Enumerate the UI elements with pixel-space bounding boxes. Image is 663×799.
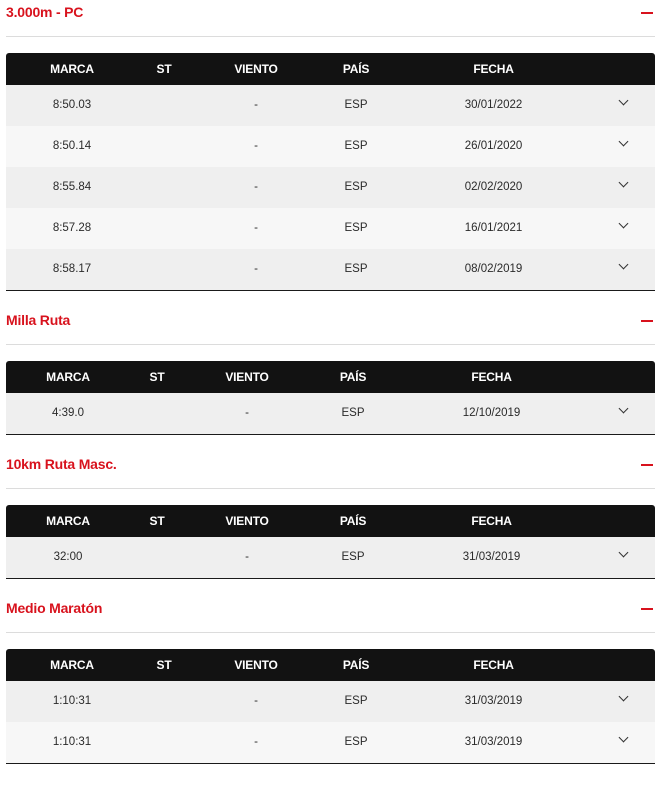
cell-pais: ESP (344, 99, 368, 111)
results-table (6, 649, 655, 764)
cell-st (127, 537, 187, 578)
results-section (0, 308, 663, 435)
table-row[interactable] (6, 393, 655, 434)
section-title: 10km Ruta Masc. (6, 456, 117, 472)
column-header-marca: MARCA (46, 370, 90, 384)
section-header[interactable] (6, 0, 655, 37)
cell-pais: ESP (344, 140, 368, 152)
column-header-pais: PAÍS (342, 62, 370, 76)
section-title: Medio Maratón (6, 600, 103, 616)
results-section (0, 596, 663, 764)
cell-viento: - (254, 222, 258, 234)
column-header-pais: PAÍS (339, 514, 367, 528)
chevron-down-icon[interactable] (619, 178, 629, 188)
results-section (0, 0, 663, 291)
chevron-down-icon[interactable] (619, 404, 629, 414)
table-row[interactable] (6, 208, 655, 249)
cell-viento: - (254, 736, 258, 748)
cell-pais: ESP (344, 736, 368, 748)
column-header-fecha: FECHA (473, 62, 514, 76)
cell-st (134, 681, 194, 722)
cell-st (127, 393, 187, 434)
column-header-st: ST (149, 370, 165, 384)
cell-pais: ESP (344, 181, 368, 193)
table-header (6, 53, 655, 85)
table-header (6, 649, 655, 681)
table-row[interactable] (6, 167, 655, 208)
column-header-marca: MARCA (46, 514, 90, 528)
cell-fecha: 31/03/2019 (464, 695, 523, 707)
cell-marca: 8:50.03 (52, 99, 92, 111)
cell-st (134, 126, 194, 167)
column-header-marca: MARCA (50, 658, 94, 672)
section-title: 3.000m - PC (6, 4, 84, 20)
chevron-down-icon[interactable] (619, 733, 629, 743)
column-header-viento: VIENTO (234, 62, 278, 76)
chevron-down-icon[interactable] (619, 219, 629, 229)
table-row[interactable] (6, 722, 655, 763)
section-title: Milla Ruta (6, 312, 71, 328)
minus-icon[interactable] (641, 608, 653, 610)
table-header (6, 505, 655, 537)
cell-marca: 8:55.84 (52, 181, 92, 193)
cell-fecha: 12/10/2019 (462, 407, 521, 419)
cell-st (134, 85, 194, 126)
cell-pais: ESP (341, 407, 365, 419)
chevron-down-icon[interactable] (619, 137, 629, 147)
cell-st (134, 167, 194, 208)
cell-pais: ESP (344, 222, 368, 234)
results-section (0, 452, 663, 579)
column-header-st: ST (149, 514, 165, 528)
cell-fecha: 02/02/2020 (464, 181, 523, 193)
column-header-viento: VIENTO (225, 370, 269, 384)
cell-fecha: 31/03/2019 (462, 551, 521, 563)
section-header[interactable] (6, 308, 655, 345)
chevron-down-icon[interactable] (619, 692, 629, 702)
chevron-down-icon[interactable] (619, 548, 629, 558)
cell-pais: ESP (341, 551, 365, 563)
cell-fecha: 31/03/2019 (464, 736, 523, 748)
column-header-fecha: FECHA (471, 370, 512, 384)
cell-fecha: 30/01/2022 (464, 99, 523, 111)
column-header-fecha: FECHA (473, 658, 514, 672)
cell-fecha: 16/01/2021 (464, 222, 523, 234)
cell-viento: - (254, 695, 258, 707)
cell-viento: - (254, 181, 258, 193)
cell-marca: 8:58.17 (52, 263, 92, 275)
results-table (6, 53, 655, 291)
cell-marca: 8:57.28 (52, 222, 92, 234)
table-row[interactable] (6, 681, 655, 722)
chevron-down-icon[interactable] (619, 260, 629, 270)
minus-icon[interactable] (641, 12, 653, 14)
cell-marca: 8:50.14 (52, 140, 92, 152)
column-header-viento: VIENTO (234, 658, 278, 672)
cell-pais: ESP (344, 263, 368, 275)
table-row[interactable] (6, 249, 655, 290)
column-header-marca: MARCA (50, 62, 94, 76)
cell-viento: - (245, 407, 249, 419)
table-header (6, 361, 655, 393)
cell-marca: 32:00 (53, 551, 83, 563)
column-header-fecha: FECHA (471, 514, 512, 528)
cell-viento: - (254, 140, 258, 152)
column-header-pais: PAÍS (339, 370, 367, 384)
results-table (6, 505, 655, 579)
cell-marca: 1:10:31 (52, 736, 92, 748)
section-header[interactable] (6, 596, 655, 633)
cell-fecha: 26/01/2020 (464, 140, 523, 152)
cell-viento: - (254, 263, 258, 275)
cell-st (134, 249, 194, 290)
section-header[interactable] (6, 452, 655, 489)
table-row[interactable] (6, 85, 655, 126)
cell-viento: - (254, 99, 258, 111)
column-header-st: ST (156, 658, 172, 672)
cell-fecha: 08/02/2019 (464, 263, 523, 275)
column-header-viento: VIENTO (225, 514, 269, 528)
minus-icon[interactable] (641, 320, 653, 322)
cell-pais: ESP (344, 695, 368, 707)
minus-icon[interactable] (641, 464, 653, 466)
table-row[interactable] (6, 126, 655, 167)
column-header-st: ST (156, 62, 172, 76)
cell-marca: 1:10:31 (52, 695, 92, 707)
table-row[interactable] (6, 537, 655, 578)
results-table (6, 361, 655, 435)
cell-viento: - (245, 551, 249, 563)
cell-marca: 4:39.0 (52, 407, 84, 419)
cell-st (134, 208, 194, 249)
cell-st (134, 722, 194, 763)
column-header-pais: PAÍS (342, 658, 370, 672)
chevron-down-icon[interactable] (619, 96, 629, 106)
